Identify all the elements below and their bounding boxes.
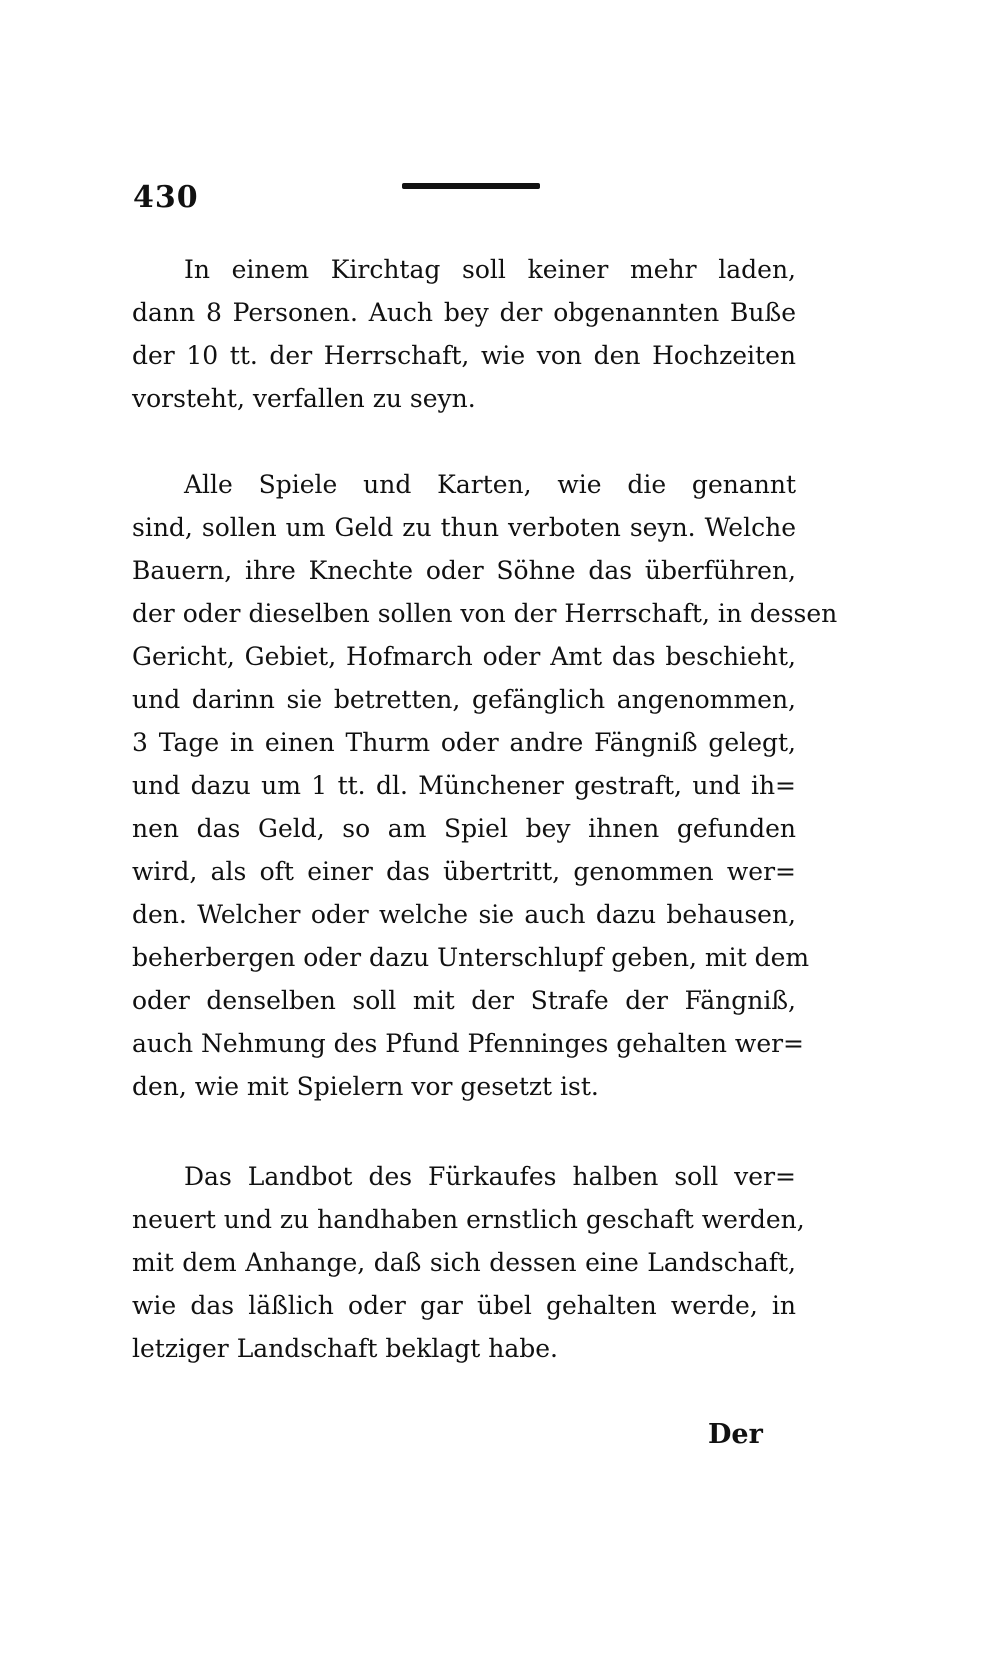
text-line: wie das läßlich oder gar übel gehalten werde, in <box>132 1291 796 1320</box>
text-line: auch Nehmung des Pfund Pfenninges gehalten wer= <box>132 1029 805 1058</box>
text-line: den. Welcher oder welche sie auch dazu behausen, <box>132 900 796 929</box>
text-line: nen das Geld, so am Spiel bey ihnen gefunden <box>132 814 796 843</box>
text-line: der 10 tt. der Herrschaft, wie von den Hochzeiten <box>132 341 796 370</box>
text-line: mit dem Anhange, daß sich dessen eine Landschaft, <box>132 1248 796 1277</box>
text-line: beherbergen oder dazu Unterschlupf geben, mit dem <box>132 943 810 972</box>
text-line: vorsteht, verfallen zu seyn. <box>132 384 476 413</box>
text-line: letziger Landschaft beklagt habe. <box>132 1334 558 1363</box>
text-line: Alle Spiele und Karten, wie die genannt <box>184 470 796 499</box>
text-line: 3 Tage in einen Thurm oder andre Fängniß gelegt, <box>132 728 796 757</box>
text-line: den, wie mit Spielern vor gesetzt ist. <box>132 1072 599 1101</box>
text-line: dann 8 Personen. Auch bey der obgenannten Buße <box>132 298 796 327</box>
paragraph-landbot <box>132 1155 805 1370</box>
text-line: und darinn sie betretten, gefänglich angenommen, <box>132 685 796 714</box>
text-line: wird, als oft einer das übertritt, genommen wer= <box>132 857 796 886</box>
text-line: sind, sollen um Geld zu thun verboten seyn. Welche <box>132 513 796 542</box>
text-line: Gericht, Gebiet, Hofmarch oder Amt das beschieht, <box>132 642 796 671</box>
page-number: 430 <box>133 180 199 215</box>
catchword: Der <box>708 1419 763 1450</box>
text-line: Das Landbot des Fürkaufes halben soll ver= <box>184 1162 796 1191</box>
paragraph-kirchtag <box>132 248 796 420</box>
text-line: neuert und zu handhaben ernstlich geschaft werden, <box>132 1205 805 1234</box>
text-line: Bauern, ihre Knechte oder Söhne das überführen, <box>132 556 796 585</box>
text-line: und dazu um 1 tt. dl. Münchener gestraft, und ih= <box>132 771 796 800</box>
text-line: In einem Kirchtag soll keiner mehr laden, <box>184 255 796 284</box>
header-rule <box>402 183 540 189</box>
paragraph-spiele <box>132 463 838 1108</box>
text-line: oder denselben soll mit der Strafe der Fängniß, <box>132 986 796 1015</box>
text-line: der oder dieselben sollen von der Herrschaft, in dessen <box>132 599 838 628</box>
